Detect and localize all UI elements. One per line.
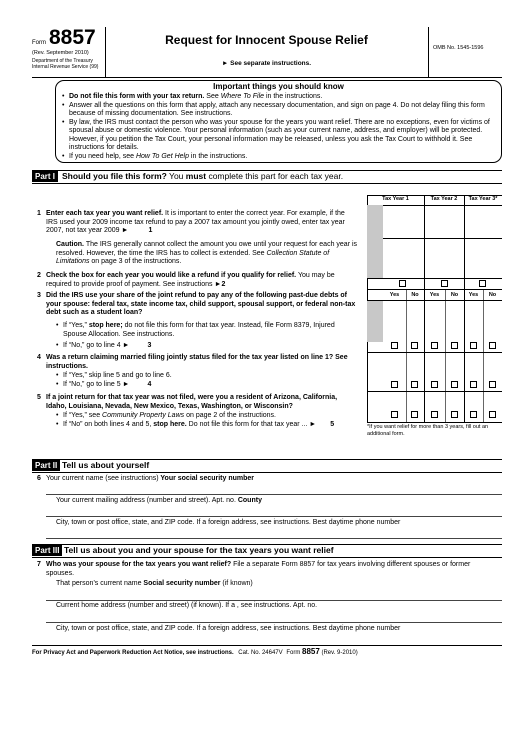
footer bbox=[32, 648, 502, 658]
footer-revision: (Rev. 9-2010) bbox=[321, 650, 358, 656]
footer-rule bbox=[32, 645, 502, 646]
agency: Internal Revenue Service (99) bbox=[32, 64, 99, 70]
line4-yes-checkbox[interactable] bbox=[391, 381, 398, 388]
tax-year-3-input[interactable] bbox=[464, 225, 502, 238]
line3-yes-checkbox[interactable] bbox=[470, 342, 477, 349]
line4-yes-checkbox[interactable] bbox=[431, 381, 438, 388]
header-divider-right bbox=[428, 27, 429, 77]
line5-no-checkbox[interactable] bbox=[411, 411, 418, 418]
line2-text: Check the box for each year you would like a refund if you qualify for relief. You may be required to provide proof of payment. See instructions ►2 bbox=[46, 272, 335, 288]
part1-label: Part I bbox=[32, 171, 58, 182]
field-rule bbox=[46, 494, 502, 495]
footer-form-number: 8857 bbox=[302, 647, 320, 656]
tax-year-1-input[interactable] bbox=[383, 225, 424, 238]
shaded-cell bbox=[367, 238, 383, 278]
important-heading: Important things you should know bbox=[213, 82, 344, 91]
grid-bottom-rule bbox=[367, 422, 502, 423]
line1-text: Enter each tax year you want relief. It is important to enter the correct year. For example, if the IRS used your 2009 income tax refund to pay a 2007 tax amount you jointly owed, enter tax year 2007, not tax year 2009 ► 1 bbox=[46, 210, 345, 234]
tax-year-2-input[interactable] bbox=[424, 225, 464, 238]
important-item: • Do not file this form with your tax return. See Where To File in the instructions. bbox=[62, 93, 492, 102]
see-instructions: ► See separate instructions. bbox=[221, 60, 312, 67]
line5-no-checkbox[interactable] bbox=[489, 411, 496, 418]
omb-number: OMB No. 1545-1596 bbox=[433, 45, 484, 51]
line3-yes-option: • If “Yes,” stop here; do not file this form for that tax year. Instead, file Form 8379, Injured Spouse Allocation. See instructions. bbox=[56, 322, 358, 339]
part2-label: Part II bbox=[32, 460, 60, 471]
line3-question: Did the IRS use your share of the joint refund to pay any of the following past-due debts of your spouse: federal tax, state income tax, child support, spousal support, or federal non-tax debt such as a student loan? bbox=[46, 292, 356, 316]
line3-no-option: • If “No,” go to line 4 ► 3 bbox=[56, 342, 358, 351]
line7-address-label: Current home address (number and street) (if known). If a , see instructions. Apt. no. bbox=[56, 602, 318, 609]
part2-title-rule bbox=[32, 472, 502, 473]
yes-header: Yes bbox=[429, 292, 440, 298]
catalog-number: Cat. No. 24647V bbox=[238, 650, 283, 656]
line2-refund-checkbox-year-2[interactable] bbox=[441, 280, 448, 287]
part3-label: Part III bbox=[32, 545, 62, 556]
line5-yes-checkbox[interactable] bbox=[431, 411, 438, 418]
line4-no-checkbox[interactable] bbox=[411, 381, 418, 388]
line4-no-option: • If “No,” go to line 5 ► 4 bbox=[56, 381, 358, 390]
yes-header: Yes bbox=[468, 292, 479, 298]
no-header: No bbox=[411, 292, 419, 298]
shaded-cell bbox=[367, 300, 383, 342]
city-state-zip-field[interactable] bbox=[46, 527, 502, 538]
line1-row-rule bbox=[383, 238, 502, 239]
line3-no-checkbox[interactable] bbox=[451, 342, 458, 349]
line5-number: 5 bbox=[37, 394, 41, 401]
line5-yes-checkbox[interactable] bbox=[391, 411, 398, 418]
form-number: 8857 bbox=[49, 26, 96, 49]
line5-yes-option: • If “Yes,” see Community Property Laws on page 2 of the instructions. bbox=[56, 412, 358, 421]
grid-header-bottom bbox=[367, 205, 502, 206]
line1-number: 1 bbox=[37, 210, 41, 217]
line7-name-label: That person’s current name Social security number (if known) bbox=[56, 580, 253, 587]
line3-no-checkbox[interactable] bbox=[489, 342, 496, 349]
line6-address-label: Your current mailing address (number and street). Apt. no. County bbox=[56, 497, 262, 504]
line2-refund-checkbox-year-1[interactable] bbox=[399, 280, 406, 287]
form-label: Form bbox=[32, 40, 46, 46]
line7-city-label: City, town or post office, state, and ZIP code. If a foreign address, see instructions. Best daytime phone number bbox=[56, 625, 401, 632]
line6-name-label: Your current name (see instructions) Your social security number bbox=[46, 475, 255, 482]
caution-text: Caution. The IRS generally cannot collect the amount you owe until your request for each year is resolved. However, the time the IRS has to collect is extended. See Collection Statute of Limitations on page 3 of the instructions. bbox=[56, 241, 358, 265]
no-header: No bbox=[450, 292, 459, 298]
line5-question: If a joint return for that tax year was not filed, were you a resident of Arizona, California, Idaho, Louisiana, Nevada, New Mexico, Texas, Washington, or Wisconsin? bbox=[46, 394, 338, 410]
important-item: • Answer all the questions on this form that apply, attach any necessary documentation, and sign on page 4. Do not delay filing this form because of missing documentation. See instructions. bbox=[62, 102, 492, 119]
field-rule bbox=[46, 516, 502, 517]
part1-title: Should you file this form? You must complete this part for each tax year. bbox=[62, 171, 344, 181]
spouse-address-field[interactable] bbox=[46, 610, 502, 622]
line3-row-rule bbox=[367, 352, 502, 353]
line7-question: Who was your spouse for the tax years you want relief? File a separate Form 8857 for tax years involving different spouses or former spouses. bbox=[46, 561, 471, 577]
spouse-city-field[interactable] bbox=[46, 633, 502, 645]
line6-number: 6 bbox=[37, 475, 41, 482]
line3-no-checkbox[interactable] bbox=[411, 342, 418, 349]
yes-header: Yes bbox=[389, 292, 400, 298]
line4-options bbox=[56, 372, 358, 389]
important-item: • If you need help, see How To Get Help in the instructions. bbox=[62, 153, 492, 162]
part3-title-rule bbox=[32, 557, 502, 558]
mailing-address-field[interactable] bbox=[46, 505, 502, 516]
line5-no-option: • If “No” on both lines 4 and 5, stop here. Do not file this form for that tax year ... ► 5 bbox=[56, 421, 358, 430]
part2-title: Tell us about yourself bbox=[62, 460, 150, 470]
grid-yesno-divider bbox=[445, 290, 446, 422]
spouse-name-field[interactable] bbox=[46, 588, 502, 600]
department: Department of the Treasury bbox=[32, 58, 93, 64]
line3-yes-checkbox[interactable] bbox=[391, 342, 398, 349]
footnote: *If you want relief for more than 3 years, fill out an additional form. bbox=[367, 424, 489, 437]
line3-options bbox=[56, 322, 358, 351]
yesno-header-bottom bbox=[367, 300, 502, 301]
revision-date: (Rev. September 2010) bbox=[32, 50, 89, 56]
line4-row-rule bbox=[367, 391, 502, 392]
line5-no-checkbox[interactable] bbox=[451, 411, 458, 418]
part1-title-rule bbox=[32, 183, 502, 184]
line4-no-checkbox[interactable] bbox=[489, 381, 496, 388]
important-item: • By law, the IRS must contact the person who was your spouse for the years you want relief. There are no exceptions, even for victims of spousal abuse or domestic violence. Your personal information (such as your current name, address, and employer) will be protected. However, if you petition the Tax Court, your personal information may be released, unless you ask the Tax Court to withhold it. See instructions for details. bbox=[62, 119, 492, 153]
field-rule bbox=[46, 600, 502, 601]
line4-no-checkbox[interactable] bbox=[451, 381, 458, 388]
privacy-notice: For Privacy Act and Paperwork Reduction Act Notice, see instructions. bbox=[32, 650, 234, 656]
field-rule bbox=[46, 538, 502, 539]
grid-yesno-divider bbox=[406, 290, 407, 422]
shaded-cell bbox=[367, 205, 383, 238]
line5-yes-checkbox[interactable] bbox=[470, 411, 477, 418]
line2-refund-checkbox-year-3[interactable] bbox=[479, 280, 486, 287]
column-header-tax-year-2: Tax Year 2 bbox=[430, 196, 458, 202]
line5-options bbox=[56, 412, 358, 429]
line2-row-rule bbox=[367, 278, 502, 279]
line4-yes-option: • If “Yes,” skip line 5 and go to line 6. bbox=[56, 372, 358, 381]
line6-city-label: City, town or post office, state, and ZIP code. If a foreign address, see instructions. Best daytime phone number bbox=[56, 519, 401, 526]
footer-form-label: Form bbox=[286, 650, 301, 656]
column-header-tax-year-1: Tax Year 1 bbox=[382, 196, 409, 202]
grid-yesno-divider bbox=[483, 290, 484, 422]
line3-number: 3 bbox=[37, 292, 41, 299]
line3-yes-checkbox[interactable] bbox=[431, 342, 438, 349]
no-header: No bbox=[488, 292, 497, 298]
line2-number: 2 bbox=[37, 272, 41, 279]
column-header-tax-year-3: Tax Year 3* bbox=[468, 196, 498, 202]
field-rule bbox=[46, 622, 502, 623]
line7-number: 7 bbox=[37, 561, 41, 568]
important-list bbox=[62, 93, 492, 161]
form-title: Request for Innocent Spouse Relief bbox=[165, 33, 368, 47]
header-rule bbox=[32, 77, 502, 78]
line4-yes-checkbox[interactable] bbox=[470, 381, 477, 388]
line4-question: Was a return claiming married filing jointly status filed for the tax year listed on line 1? See instructions. bbox=[46, 354, 348, 370]
line4-number: 4 bbox=[37, 354, 41, 361]
part3-title: Tell us about you and your spouse for the tax years you want relief bbox=[64, 545, 334, 555]
